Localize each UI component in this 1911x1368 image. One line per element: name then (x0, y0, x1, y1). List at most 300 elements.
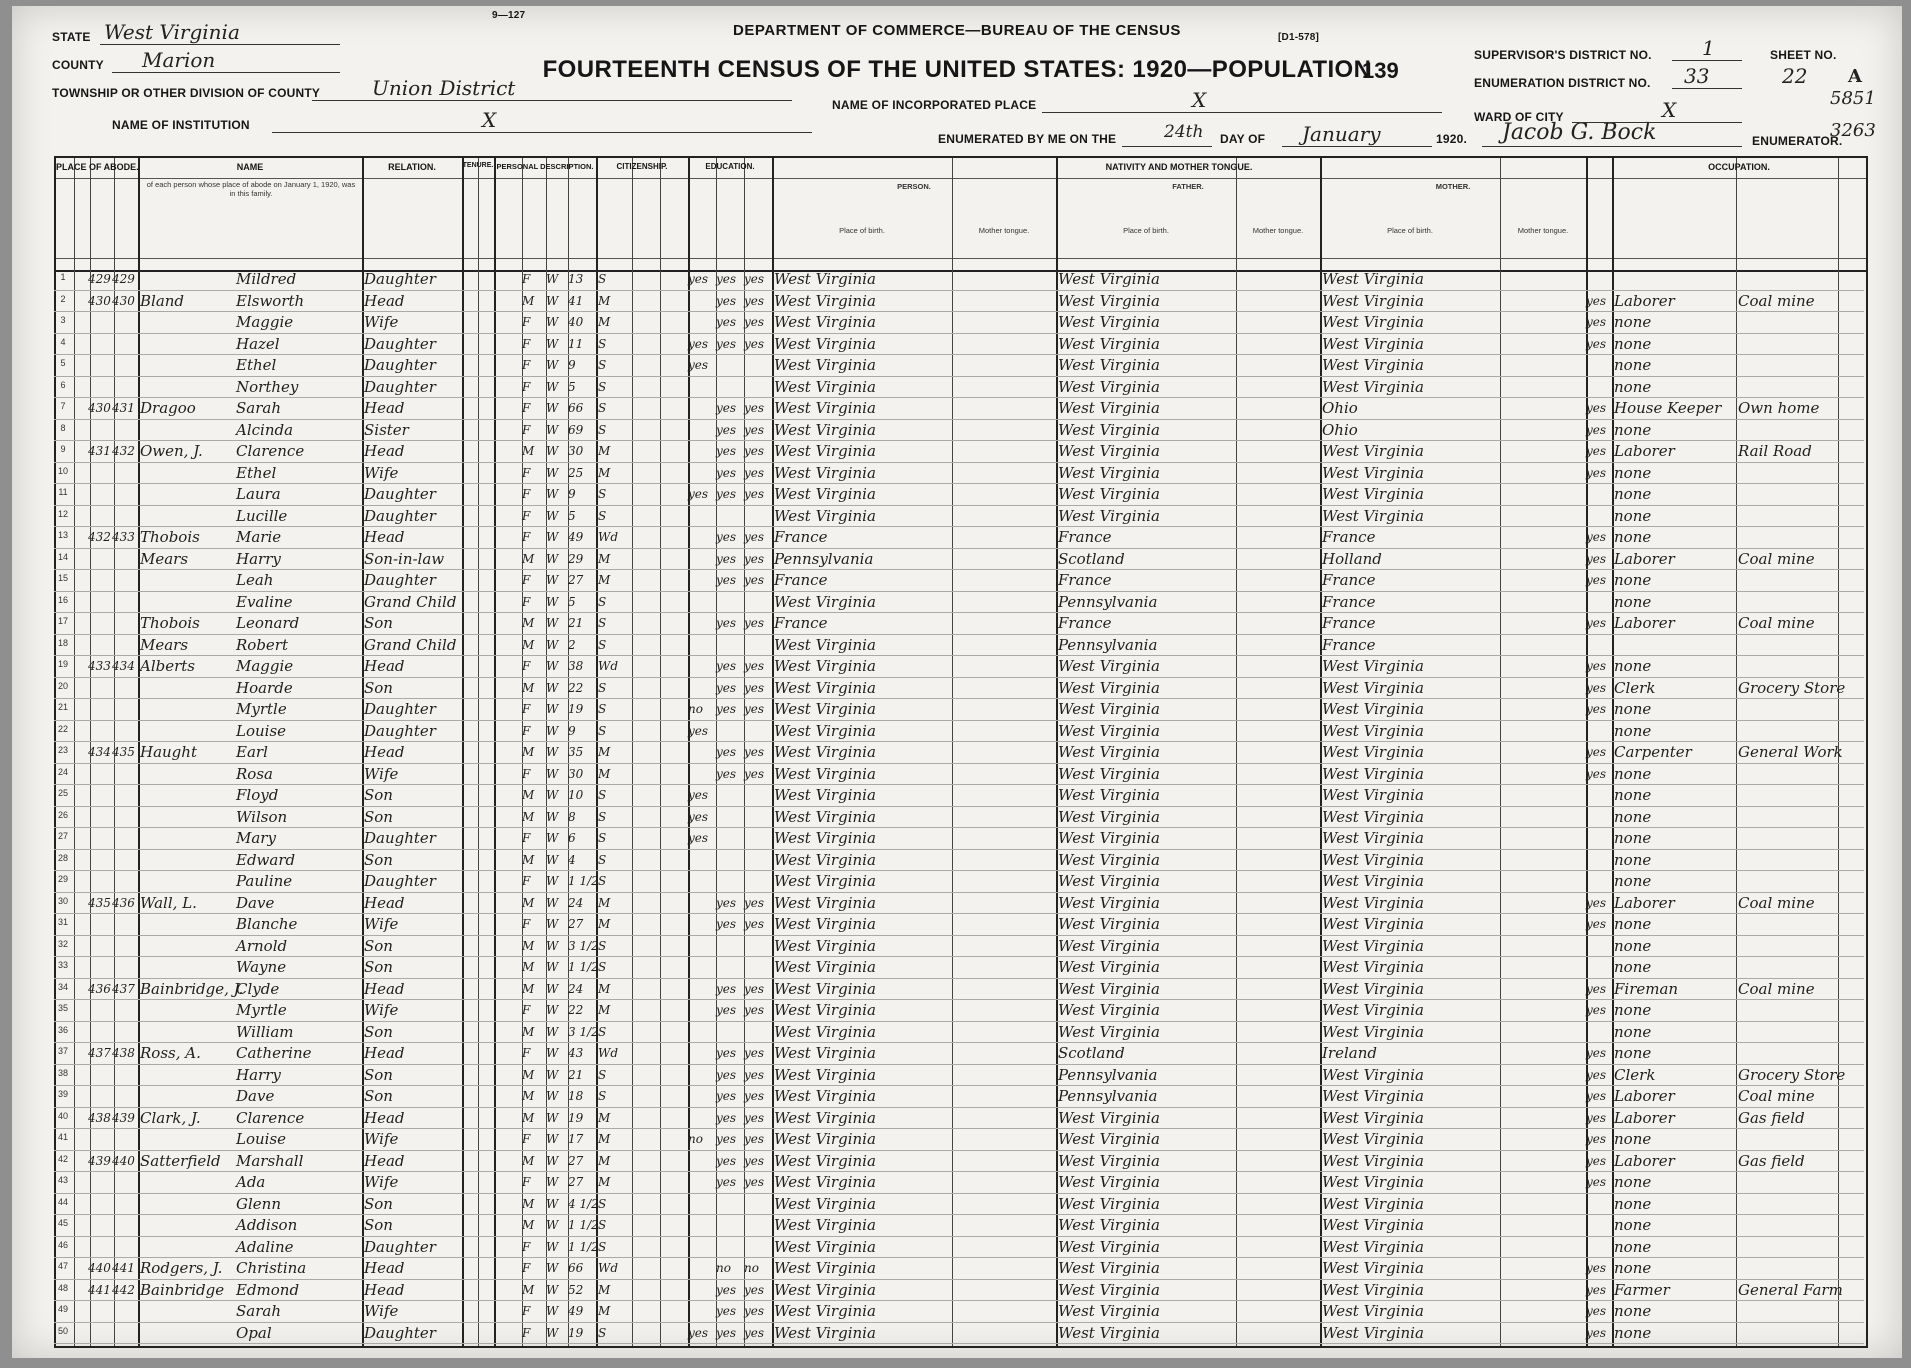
col-mother: MOTHER. (1435, 182, 1471, 191)
cell-fam (112, 1301, 136, 1321)
cell-mar: M (598, 1153, 611, 1168)
cell-given: Floyd (236, 786, 279, 804)
cell-fam (112, 592, 136, 612)
cell-line: 32 (57, 938, 68, 949)
cell-eng (1586, 592, 1610, 612)
sheet-label: SHEET NO. (1770, 48, 1837, 62)
state-label: STATE (52, 30, 91, 44)
cell-school (688, 1043, 714, 1063)
cell-eng (1586, 828, 1610, 848)
cell-trade: House Keeper (1614, 399, 1722, 417)
cell-sex: F (522, 702, 531, 716)
cell-sex: F (522, 917, 531, 931)
cell-surname (140, 355, 236, 375)
cell-fam: 437 (112, 981, 135, 996)
cell-dw (88, 1129, 112, 1149)
cell-surname (140, 570, 236, 590)
cell-dw: 441 (88, 1282, 111, 1297)
cell-rel: Daughter (364, 829, 436, 847)
cell-eng: yes (1586, 766, 1607, 781)
cell-given: Maggie (236, 313, 294, 331)
cell-fpob: West Virginia (1058, 1194, 1160, 1213)
cell-rel: Head (364, 1108, 405, 1127)
cell-read (716, 957, 742, 977)
sheet-value: 22 (1782, 64, 1808, 88)
cell-pob: West Virginia (774, 1302, 876, 1320)
cell-read: yes (716, 401, 737, 415)
cell-industry (1738, 828, 1836, 848)
cell-given: Ethel (236, 463, 277, 482)
cell-given: Louise (236, 1130, 287, 1148)
cell-write: yes (744, 1153, 765, 1168)
incorporated-value: X (1192, 88, 1207, 112)
cell-school (688, 1151, 714, 1171)
cell-given: Mary (236, 829, 276, 847)
table-row (54, 892, 1864, 915)
cell-trade: none (1614, 1302, 1652, 1320)
cell-mar: S (598, 723, 607, 738)
table-row (54, 569, 1864, 592)
cell-sex: M (522, 1196, 535, 1211)
cell-read (716, 377, 742, 397)
cell-mar: S (598, 594, 607, 609)
cell-school (688, 1301, 714, 1321)
cell-rel: Daughter (364, 377, 436, 396)
cell-pob: West Virginia (774, 807, 876, 826)
cell-line: 47 (57, 1261, 68, 1271)
cell-industry (1738, 1215, 1836, 1235)
cell-eng: yes (1586, 1304, 1607, 1318)
cell-pob: West Virginia (774, 936, 876, 955)
cell-eng (1586, 936, 1610, 956)
cell-mar: M (598, 1304, 611, 1318)
cell-fam (112, 1086, 136, 1106)
cell-fpob: West Virginia (1058, 657, 1160, 675)
cell-race: W (546, 852, 559, 867)
cell-write: yes (744, 981, 765, 996)
cell-sex: M (522, 981, 535, 996)
cell-line: 18 (57, 637, 68, 648)
cell-fpob: West Virginia (1058, 399, 1160, 417)
cell-race: W (546, 702, 559, 716)
cell-mpob: West Virginia (1322, 377, 1424, 396)
cell-mar: S (598, 272, 607, 286)
cell-rel: Head (364, 399, 405, 417)
cell-surname (140, 785, 236, 805)
cell-mpob: West Virginia (1322, 1259, 1424, 1277)
cell-race: W (546, 422, 559, 437)
cell-mar: S (598, 1239, 607, 1254)
cell-dw (88, 936, 112, 956)
cell-race: W (546, 659, 559, 673)
cell-fpob: West Virginia (1058, 463, 1160, 482)
cell-mar: S (598, 938, 607, 953)
cell-dw: 439 (88, 1153, 111, 1168)
cell-mpob: West Virginia (1322, 1173, 1424, 1191)
cell-fpob: France (1058, 614, 1112, 632)
cell-industry (1738, 1000, 1836, 1020)
cell-line: 41 (57, 1132, 68, 1142)
cell-trade: Clerk (1614, 678, 1656, 697)
cell-write: yes (744, 1304, 765, 1318)
department-heading: DEPARTMENT OF COMMERCE—BUREAU OF THE CENSUS (733, 22, 1181, 39)
cell-age: 3 1/2 (568, 938, 599, 953)
cell-eng (1586, 1022, 1610, 1042)
cell-trade: none (1614, 1130, 1652, 1148)
cell-eng: yes (1586, 1046, 1607, 1060)
cell-trade: none (1614, 1216, 1652, 1234)
cell-pob: Pennsylvania (774, 549, 874, 568)
cell-industry (1738, 957, 1836, 977)
cell-industry (1738, 1323, 1836, 1343)
cell-pob: West Virginia (774, 592, 876, 611)
cell-eng: yes (1586, 1282, 1607, 1297)
cell-dw (88, 957, 112, 977)
cell-trade: none (1614, 807, 1652, 826)
cell-read: yes (716, 616, 737, 630)
cell-industry (1738, 764, 1836, 784)
cell-age: 27 (568, 1175, 584, 1189)
cell-age: 19 (568, 1110, 584, 1125)
cell-fpob: West Virginia (1058, 829, 1160, 847)
cell-line: 37 (57, 1046, 68, 1056)
cell-pob: West Virginia (774, 1130, 876, 1148)
cell-mar: S (598, 874, 607, 888)
table-row (54, 591, 1864, 614)
cell-surname (140, 914, 236, 934)
cell-surname: Ross, A. (140, 1044, 201, 1062)
cell-school (688, 398, 714, 418)
cell-fam: 434 (112, 659, 135, 673)
table-row (54, 440, 1864, 463)
enumeration-label: ENUMERATION DISTRICT NO. (1474, 76, 1651, 90)
col-citizenship: CITIZENSHIP. (616, 162, 668, 171)
cell-write: yes (744, 745, 765, 759)
cell-school: yes (688, 809, 709, 824)
cell-rel: Head (364, 528, 405, 546)
cell-eng (1586, 1237, 1610, 1257)
cell-race: W (546, 1003, 559, 1017)
cell-mpob: Holland (1322, 549, 1382, 568)
cell-mar: M (598, 551, 611, 566)
cell-surname: Thobois (140, 528, 200, 546)
township-label: TOWNSHIP OR OTHER DIVISION OF COUNTY (52, 86, 321, 100)
cell-age: 4 (568, 852, 576, 867)
cell-given: Sarah (236, 399, 281, 417)
cell-pob: West Virginia (774, 442, 876, 460)
cell-race: W (546, 551, 559, 566)
table-row (54, 1300, 1864, 1323)
cell-fpob: West Virginia (1058, 807, 1160, 826)
cell-given: Arnold (236, 936, 288, 955)
col-place-of-abode: PLACE OF ABODE. (56, 162, 139, 172)
cell-line: 29 (57, 874, 68, 884)
cell-school (688, 570, 714, 590)
col-person: PERSON. (897, 182, 931, 191)
cell-given: Ethel (236, 356, 277, 374)
cell-read (716, 1237, 742, 1257)
cell-dw (88, 699, 112, 719)
cell-race: W (546, 1024, 559, 1039)
cell-trade (1614, 269, 1734, 289)
cell-line: 34 (57, 981, 68, 992)
cell-sex: M (522, 1067, 535, 1082)
cell-fpob: West Virginia (1058, 958, 1160, 976)
cell-given: Northey (236, 377, 299, 396)
cell-sex: F (522, 573, 531, 587)
cell-rel: Son (364, 958, 393, 976)
cell-read (716, 785, 742, 805)
cell-write: yes (744, 1067, 765, 1082)
cell-given: Wilson (236, 807, 288, 826)
cell-trade: none (1614, 872, 1652, 890)
cell-given: Adaline (236, 1237, 294, 1256)
cell-school (688, 1086, 714, 1106)
cell-mar: M (598, 444, 611, 458)
cell-fam (112, 635, 136, 655)
cell-read: yes (716, 1153, 737, 1168)
supervisor-label: SUPERVISOR'S DISTRICT NO. (1474, 48, 1652, 62)
cell-trade: none (1614, 592, 1652, 611)
cell-rel: Grand Child (364, 635, 457, 654)
cell-given: Rosa (236, 764, 273, 783)
cell-pob: West Virginia (774, 1237, 876, 1256)
cell-mar: M (598, 315, 611, 329)
cell-trade: none (1614, 420, 1652, 439)
cell-write: yes (744, 702, 765, 716)
cell-pob: West Virginia (774, 313, 876, 331)
cell-write (744, 850, 770, 870)
table-row (54, 1214, 1864, 1237)
cell-line: 16 (57, 594, 68, 605)
cell-pob: West Virginia (774, 850, 876, 869)
cell-trade: Laborer (1614, 549, 1675, 568)
cell-given: Pauline (236, 872, 293, 890)
cell-trade: none (1614, 764, 1652, 783)
cell-read: yes (716, 530, 737, 544)
cell-given: Mildred (236, 270, 297, 288)
cell-mpob: West Virginia (1322, 872, 1424, 890)
cell-mpob: West Virginia (1322, 850, 1424, 869)
cell-mar: M (598, 293, 611, 308)
table-row (54, 333, 1864, 356)
cell-mpob: West Virginia (1322, 334, 1424, 353)
cell-rel: Daughter (364, 1323, 436, 1342)
table-row (54, 1171, 1864, 1194)
cell-line: 21 (57, 702, 68, 712)
cell-dw (88, 1086, 112, 1106)
cell-industry: Coal mine (1738, 614, 1815, 632)
cell-dw: 430 (88, 293, 111, 308)
cell-industry (1738, 570, 1836, 590)
cell-sex: F (522, 766, 531, 781)
table-row (54, 1150, 1864, 1173)
cell-write: yes (744, 530, 765, 544)
cell-rel: Wife (364, 764, 399, 783)
cell-rel: Son (364, 936, 393, 955)
cell-surname (140, 377, 236, 397)
cell-mpob: Ohio (1322, 399, 1358, 417)
cell-industry (1738, 699, 1836, 719)
enumerator-signature: Jacob G. Bock (1502, 120, 1657, 145)
cell-mpob: Ireland (1322, 1044, 1377, 1062)
cell-industry: Coal mine (1738, 979, 1815, 998)
cell-mpob: West Virginia (1322, 764, 1424, 783)
cell-mpob: West Virginia (1322, 1130, 1424, 1148)
cell-read: yes (716, 573, 737, 587)
cell-fpob: Scotland (1058, 1044, 1125, 1062)
cell-race: W (546, 1304, 559, 1318)
cell-school (688, 1237, 714, 1257)
cell-given: Sarah (236, 1302, 281, 1320)
cell-age: 1 1/2 (568, 960, 599, 974)
table-row (54, 311, 1864, 334)
cell-fpob: West Virginia (1058, 1130, 1160, 1148)
cell-age: 43 (568, 1046, 584, 1060)
cell-fam (112, 377, 136, 397)
cell-surname (140, 721, 236, 741)
cell-mar: S (598, 1196, 607, 1211)
cell-rel: Head (364, 291, 405, 310)
cell-surname: Thobois (140, 614, 200, 632)
cell-eng: yes (1586, 573, 1607, 587)
cell-trade: none (1614, 571, 1652, 589)
cell-industry (1738, 850, 1836, 870)
cell-age: 21 (568, 1067, 584, 1082)
ward-label: WARD OF CITY (1474, 110, 1564, 124)
cell-write (744, 355, 770, 375)
cell-eng: yes (1586, 293, 1607, 308)
cell-read: yes (716, 422, 737, 437)
cell-mar: M (598, 1132, 611, 1146)
cell-race: W (546, 272, 559, 286)
cell-industry (1738, 506, 1836, 526)
cell-trade: none (1614, 528, 1652, 546)
cell-eng (1586, 957, 1610, 977)
cell-fpob: West Virginia (1058, 420, 1160, 439)
cell-school: yes (688, 336, 709, 351)
cell-given: Hoarde (236, 678, 293, 697)
cell-pob: West Virginia (774, 1173, 876, 1191)
cell-sex: F (522, 336, 531, 351)
cell-eng: yes (1586, 1067, 1607, 1082)
cell-read: yes (716, 659, 737, 673)
cell-race: W (546, 379, 559, 394)
cell-mpob: West Virginia (1322, 1065, 1424, 1084)
cell-mar: M (598, 1110, 611, 1125)
cell-eng: yes (1586, 551, 1607, 566)
table-row (54, 677, 1864, 700)
cell-read (716, 871, 742, 891)
table-row (54, 1193, 1864, 1216)
cell-age: 21 (568, 616, 584, 630)
cell-age: 38 (568, 659, 584, 673)
cell-fam (112, 506, 136, 526)
cell-fam: 438 (112, 1046, 135, 1060)
cell-industry (1738, 871, 1836, 891)
cell-mar: S (598, 637, 607, 652)
table-row (54, 1257, 1864, 1280)
cell-mar: S (598, 1325, 607, 1340)
cell-rel: Son (364, 614, 393, 632)
cell-trade: none (1614, 786, 1652, 804)
cell-pob: West Virginia (774, 872, 876, 890)
cell-pob: West Virginia (774, 485, 876, 503)
cell-line: 5 (60, 358, 66, 368)
cell-fam: 431 (112, 401, 135, 415)
cell-line: 45 (57, 1218, 68, 1228)
col-father-pob: Place of birth. (1123, 226, 1169, 235)
cell-race: W (546, 1110, 559, 1125)
cell-industry: Coal mine (1738, 1087, 1815, 1105)
cell-sex: F (522, 831, 531, 845)
cell-dw (88, 592, 112, 612)
cell-dw (88, 334, 112, 354)
cell-trade: none (1614, 721, 1652, 740)
county-label: COUNTY (52, 58, 104, 72)
cell-given: Christina (236, 1259, 307, 1277)
cell-industry: General Farm (1738, 1280, 1843, 1299)
cell-rel: Head (364, 979, 405, 998)
state-value: West Virginia (104, 20, 240, 44)
cell-read (716, 807, 742, 827)
cell-industry (1738, 656, 1836, 676)
cell-fpob: West Virginia (1058, 291, 1160, 310)
table-row (54, 806, 1864, 829)
cell-sex: F (522, 401, 531, 415)
cell-given: Leah (236, 571, 274, 589)
col-personal: PERSONAL DESCRIPTION. (496, 162, 594, 171)
cell-surname (140, 1215, 236, 1235)
cell-given: Myrtle (236, 700, 287, 718)
form-id: [D1-578] (1278, 32, 1320, 43)
cell-fam (112, 914, 136, 934)
cell-surname (140, 699, 236, 719)
cell-school (688, 613, 714, 633)
cell-mar: S (598, 401, 607, 415)
cell-rel: Head (364, 1151, 405, 1170)
cell-sex: M (522, 1153, 535, 1168)
cell-fpob: West Virginia (1058, 1151, 1160, 1170)
cell-trade: Fireman (1614, 979, 1679, 998)
cell-fam: 436 (112, 895, 135, 910)
cell-line: 2 (60, 293, 66, 304)
cell-line: 20 (57, 680, 68, 691)
table-row (54, 849, 1864, 872)
cell-mpob: West Virginia (1322, 506, 1424, 525)
cell-race: W (546, 766, 559, 781)
cell-sex: F (522, 874, 531, 888)
cell-write: yes (744, 465, 765, 480)
cell-mar: M (598, 1175, 611, 1189)
cell-sex: M (522, 1282, 535, 1297)
cell-mpob: France (1322, 528, 1376, 546)
cell-fpob: France (1058, 528, 1112, 546)
table-row (54, 354, 1864, 377)
cell-mpob: West Virginia (1322, 1151, 1424, 1170)
cell-industry (1738, 721, 1836, 741)
cell-given: Louise (236, 721, 287, 740)
cell-trade: none (1614, 356, 1652, 374)
cell-industry: Coal mine (1738, 549, 1815, 568)
cell-surname (140, 269, 236, 289)
cell-read (716, 506, 742, 526)
cell-write: yes (744, 401, 765, 415)
cell-fpob: West Virginia (1058, 1173, 1160, 1191)
cell-race: W (546, 960, 559, 974)
cell-surname: Mears (140, 635, 189, 654)
cell-line: 30 (57, 895, 68, 906)
